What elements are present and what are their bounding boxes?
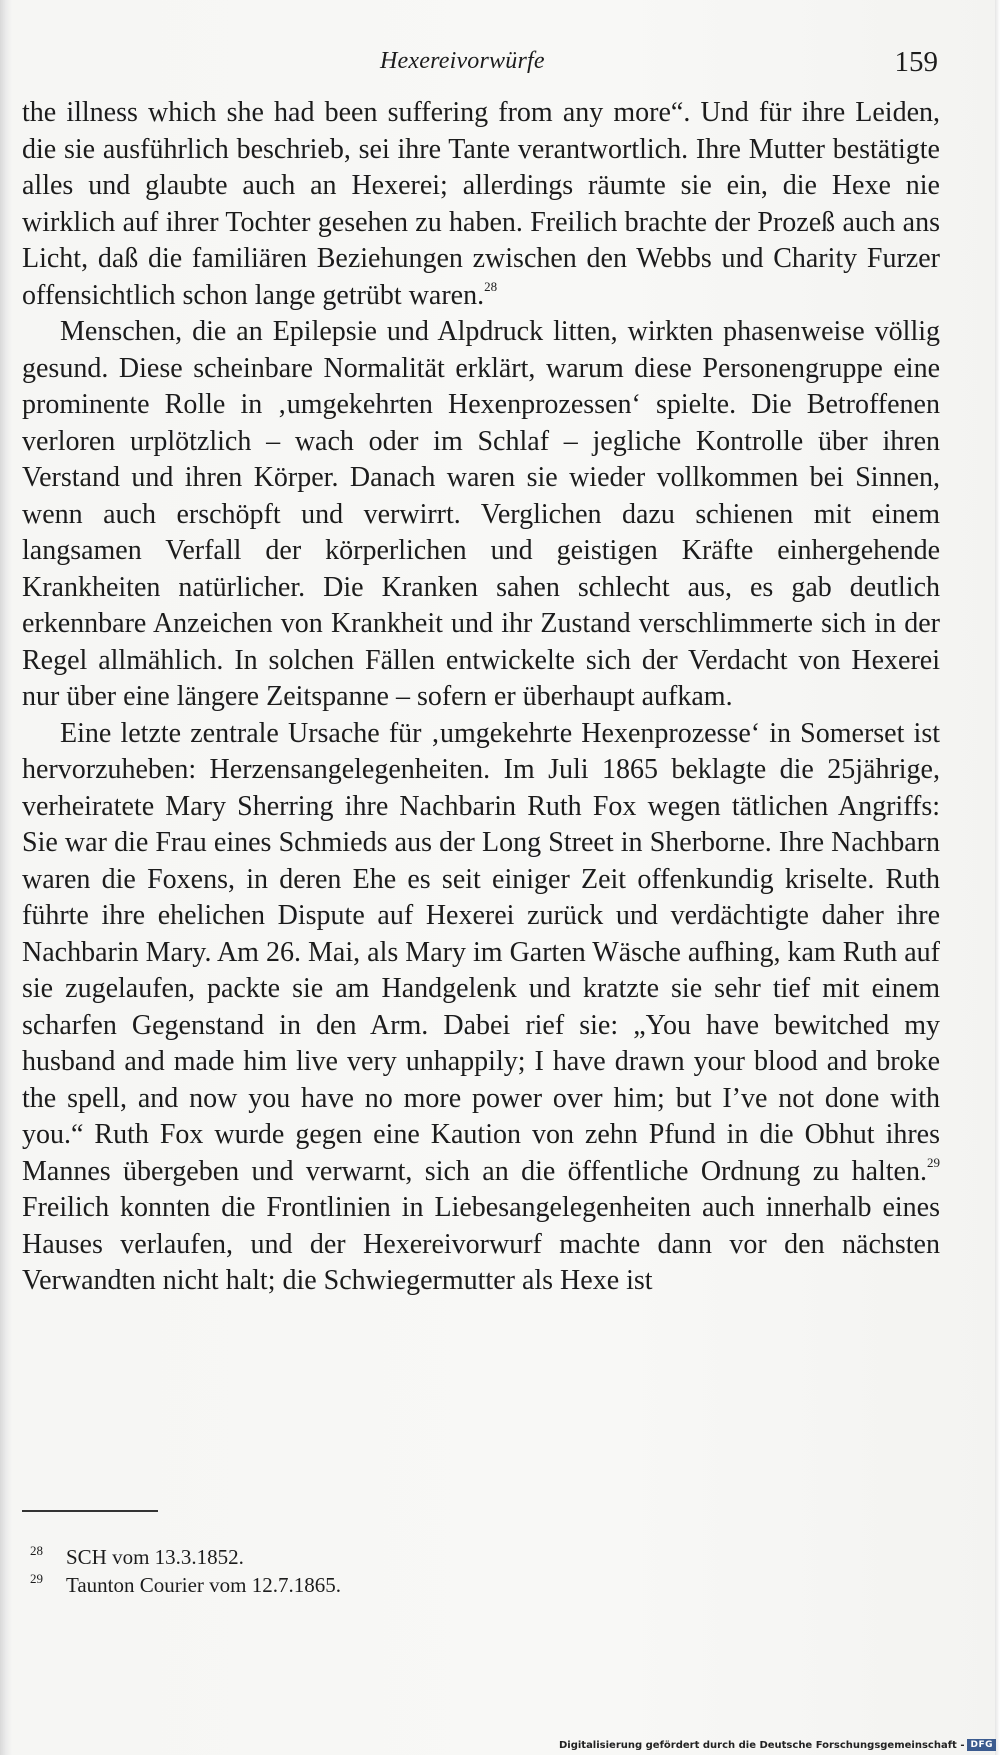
footnote-reference: 28	[484, 278, 498, 294]
running-title: Hexereivorwürfe	[380, 48, 545, 74]
running-head	[22, 46, 938, 86]
footnotes	[22, 1543, 722, 1599]
footnote-number: 28	[30, 1543, 43, 1558]
page-number: 159	[894, 46, 938, 78]
paragraph	[22, 314, 940, 716]
footnote-divider	[22, 1510, 158, 1512]
dfg-logo: DFG	[967, 1739, 996, 1751]
footnote-reference: 29	[927, 1154, 940, 1170]
paragraph-text: Freilich konnten die Frontlinien in Liebesangelegenheiten auch innerhalb eines Hauses verlaufen, und der Hexereivorwurf machte dann vor den nächsten Verwandten nicht halt; die Schwiegermutter als Hexe ist	[22, 1192, 940, 1296]
paragraph	[22, 716, 940, 1300]
page-edge	[995, 0, 1000, 1755]
footnote-text: SCH vom 13.3.1852.	[66, 1545, 244, 1569]
paragraph	[22, 95, 940, 314]
paragraph-text: the illness which she had been suffering from any more“. Und für ihre Leiden, die sie ausführlich beschrieb, sei ihre Tante verantwortlich. Ihre Mutter bestätigte alles und glaubte auch an Hexerei; allerdings räumte sie ein, die Hexe nie wirklich auf ihrer Tochter gesehen zu haben. Freilich brachte der Prozeß auch ans Licht, daß die familiären Beziehungen zwischen den Webbs und Charity Furzer offensichtlich schon lange getrübt waren.	[22, 97, 940, 311]
paragraph-text: Eine letzte zentrale Ursache für ‚umgekehrte Hexenprozesse‘ in Somerset ist hervorzuheben: Herzensangelegenheiten. Im Juli 1865 beklagte die 25jährige, verheiratete Mary Sherring ihre Nachbarin Ruth Fox wegen tätlichen Angriffs: Sie war die Frau eines Schmieds aus der Long Street in Sherborne. Ihre Nachbarn waren die Foxens, in deren Ehe es seit einiger Zeit offenkundig kriselte. Ruth führte ihre ehelichen Dispute auf Hexerei zurück und verdächtigte daher ihre Nachbarin Mary. Am 26. Mai, als Mary im Garten Wäsche aufhing, kam Ruth auf sie zugelaufen, packte sie am Handgelenk und kratzte sie sehr tief mit einem scharfen Gegenstand in den Arm. Dabei rief sie: „You have bewitched my husband and made him live very unhappily; I have drawn your blood and broke the spell, and now you have no more power over him; but I’ve not done with you.“ Ruth Fox wurde gegen eine Kaution von zehn Pfund in die Obhut ihres Mannes übergeben und verwarnt, sich an die öffentliche Ordnung zu halten.	[22, 717, 940, 1187]
footnote	[22, 1571, 722, 1599]
digitization-credit-text: Digitalisierung gefördert durch die Deutsche Forschungsgemeinschaft -	[558, 1739, 965, 1751]
digitization-credit	[559, 1739, 996, 1751]
footnote-text: Taunton Courier vom 12.7.1865.	[66, 1573, 341, 1597]
body-text	[22, 95, 940, 1300]
paragraph-text: Menschen, die an Epilepsie und Alpdruck litten, wirkten phasenweise völlig gesund. Diese scheinbare Normalität erklärt, warum diese Personengruppe eine prominente Rolle in ‚umgekehrten Hexenprozessen‘ spielte. Die Betroffenen verloren urplötzlich – wach oder im Schlaf – jegliche Kontrolle über ihren Verstand und ihren Körper. Danach waren sie wieder vollkommen bei Sinnen, wenn auch erschöpft und verwirrt. Verglichen dazu schienen mit einem langsamen Verfall der körperlichen und geistigen Kräfte einhergehende Krankheiten natürlicher. Die Kranken sahen schlecht aus, es gab deutlich erkennbare Anzeichen von Krankheit und ihr Zustand verschlimmerte sich in der Regel allmählich. In solchen Fällen entwickelte sich der Verdacht von Hexerei nur über eine längere Zeitspanne – sofern er überhaupt aufkam.	[22, 316, 940, 712]
footnote-number: 29	[30, 1571, 43, 1586]
footnote	[22, 1543, 722, 1571]
